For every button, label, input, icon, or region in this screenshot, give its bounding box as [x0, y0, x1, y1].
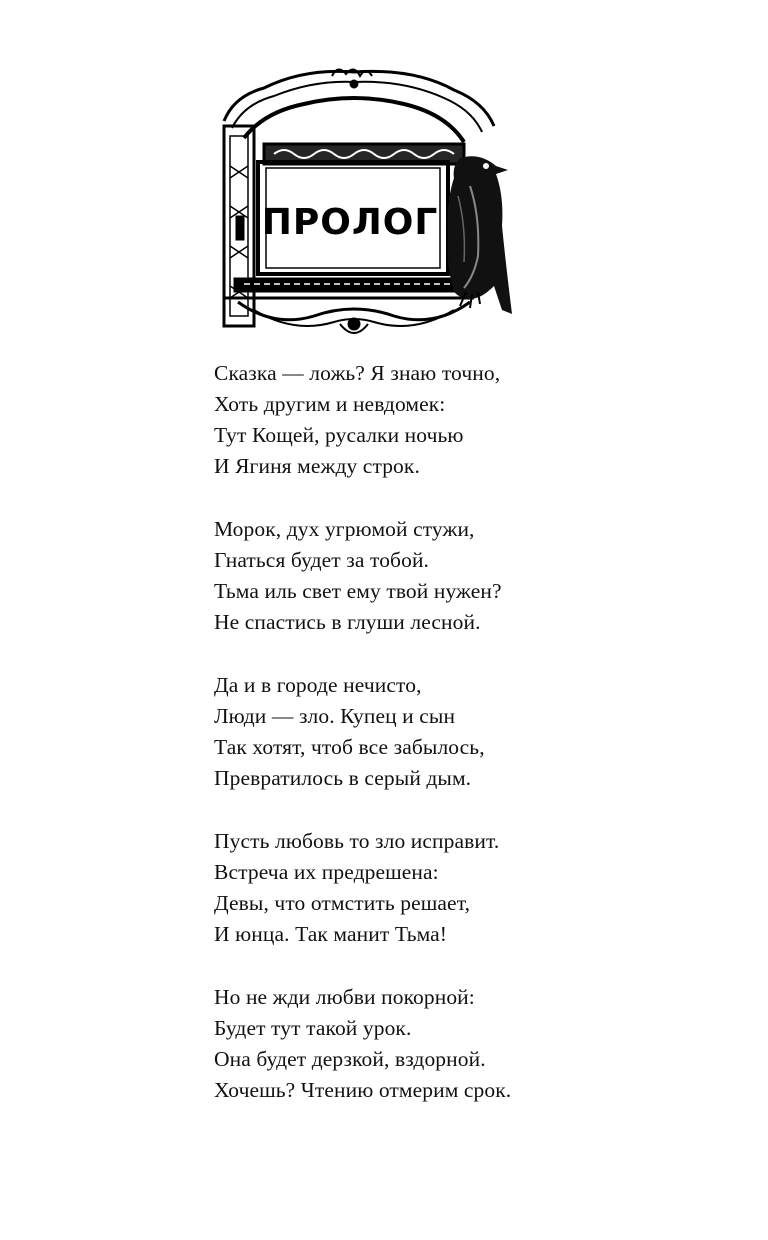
- poem-line: Встреча их предрешена:: [214, 860, 439, 884]
- stanza: [214, 358, 734, 482]
- raven-icon: [448, 156, 512, 314]
- poem-line: Хочешь? Чтению отмерим срок.: [214, 1078, 512, 1102]
- poem-line: Девы, что отмстить решает,: [214, 891, 471, 915]
- poem-line: Пусть любовь то зло исправит.: [214, 829, 500, 853]
- stanza: [214, 826, 734, 950]
- poem-line: Тут Кощей, русалки ночью: [214, 423, 464, 447]
- poem-line: Да и в городе нечисто,: [214, 673, 422, 697]
- poem-line: Люди — зло. Купец и сын: [214, 704, 456, 728]
- poem-line: Хоть другим и невдомек:: [214, 392, 446, 416]
- poem: [214, 358, 734, 1138]
- poem-line: И юнца. Так манит Тьма!: [214, 922, 448, 946]
- poem-line: Превратилось в серый дым.: [214, 766, 472, 790]
- poem-line: Сказка — ложь? Я знаю точно,: [214, 361, 501, 385]
- poem-line: Но не жди любви покорной:: [214, 985, 475, 1009]
- chapter-title: ПРОЛОГ: [261, 202, 439, 243]
- stanza: [214, 982, 734, 1106]
- poem-line: Так хотят, чтоб все забылось,: [214, 735, 485, 759]
- poem-line: Морок, дух угрюмой стужи,: [214, 517, 475, 541]
- poem-line: И Ягиня между строк.: [214, 454, 420, 478]
- stanza: [214, 670, 734, 794]
- poem-line: Будет тут такой урок.: [214, 1016, 412, 1040]
- stanza: [214, 514, 734, 638]
- poem-line: Тьма иль свет ему твой нужен?: [214, 579, 502, 603]
- poem-line: Не спастись в глуши лесной.: [214, 610, 481, 634]
- poem-line: Гнаться будет за тобой.: [214, 548, 430, 572]
- poem-line: Она будет дерзкой, вздорной.: [214, 1047, 486, 1071]
- chapter-header-illustration: [214, 66, 514, 346]
